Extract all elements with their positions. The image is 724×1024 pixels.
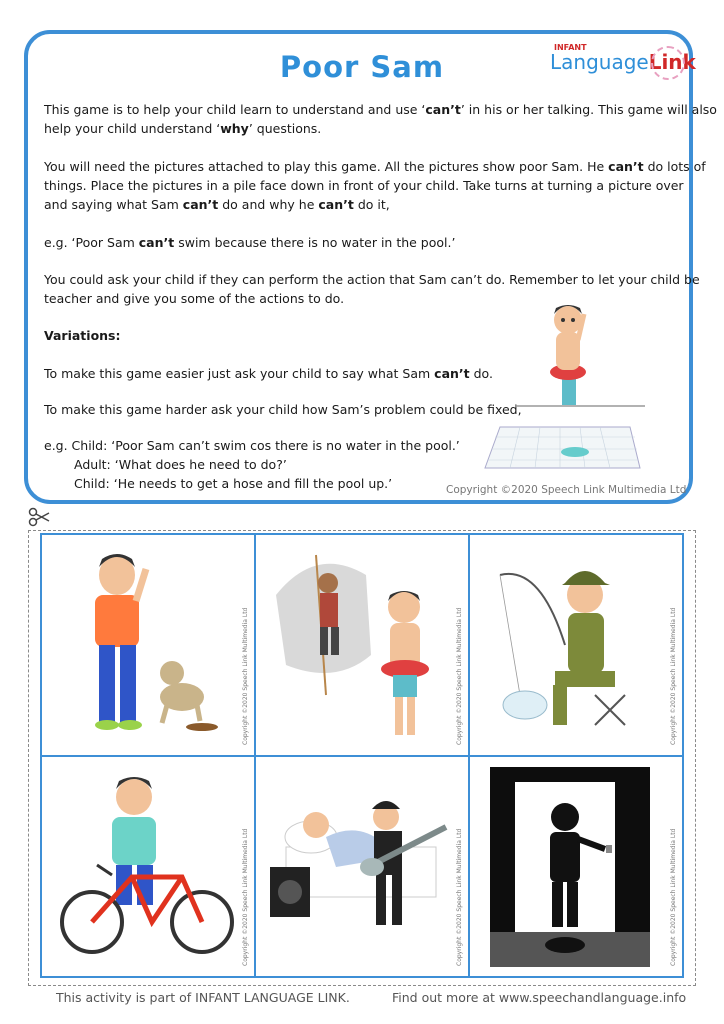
sam-bike-picture <box>42 757 254 976</box>
sam-empty-pool-illustration <box>480 292 650 472</box>
card-copyright: Copyright ©2020 Speech Link Multimedia Ltd <box>456 828 463 966</box>
logo-ring-icon <box>651 46 685 80</box>
card-sam-dark[interactable] <box>470 757 682 976</box>
footer-left: This activity is part of INFANT LANGUAGE LINK. <box>56 990 350 1005</box>
card-sam-dog[interactable] <box>42 535 254 755</box>
page-title: Poor Sam <box>279 50 445 84</box>
card-copyright: Copyright ©2020 Speech Link Multimedia Ltd <box>670 607 677 745</box>
example-line: e.g. ‘Poor Sam can’t swim because there is no water in the pool.’ <box>44 235 456 250</box>
easier-variation: To make this game easier just ask your child to say what Sam can’t do. <box>44 366 493 381</box>
sam-dog-picture <box>42 535 254 755</box>
logo-prefix: INFANT <box>554 43 587 52</box>
card-sam-climbing[interactable] <box>256 535 468 755</box>
sam-fishing-picture <box>470 535 682 755</box>
dialogue-adult: Adult: ‘What does he need to do?’ <box>74 457 287 472</box>
sam-dark-picture <box>470 757 682 976</box>
card-copyright: Copyright ©2020 Speech Link Multimedia Ltd <box>242 607 249 745</box>
card-copyright: Copyright ©2020 Speech Link Multimedia Ltd <box>242 828 249 966</box>
sam-sleep-picture <box>256 757 468 976</box>
tip-paragraph: You could ask your child if they can perform the action that Sam can’t do. Remember to let your child be teacher and give you some of the actions to do. <box>44 272 700 306</box>
harder-variation: To make this game harder ask your child how Sam’s problem could be fixed, <box>44 402 522 417</box>
dialogue-child-2: Child: ‘He needs to get a hose and fill the pool up.’ <box>74 476 393 491</box>
scissors-icon <box>28 506 50 528</box>
card-sam-sleep[interactable] <box>256 757 468 976</box>
picture-card-grid <box>40 533 684 978</box>
card-sam-bike[interactable] <box>42 757 254 976</box>
variations-heading: Variations: <box>44 328 121 343</box>
language-link-logo <box>548 42 696 82</box>
card-sam-fishing[interactable] <box>470 535 682 755</box>
footer-right: Find out more at www.speechandlanguage.info <box>392 990 687 1005</box>
logo-wordmark: LanguageLink <box>550 50 696 74</box>
instructions-paragraph: You will need the pictures attached to play this game. All the pictures show poor Sam. He can’t do lots of things. Place the pictures in a pile face down in front of your child. Take turns at turning a picture over and saying what Sam can’t do and why he can’t do it, <box>44 159 706 212</box>
intro-paragraph: This game is to help your child learn to understand and use ‘can’t’ in his or her talking. This game will also help your child understand ‘why’ questions. <box>44 102 717 136</box>
sam-climbing-picture <box>256 535 468 755</box>
dialogue-child-1: e.g. Child: ‘Poor Sam can’t swim cos there is no water in the pool.’ <box>44 438 460 453</box>
card-copyright: Copyright ©2020 Speech Link Multimedia Ltd <box>456 607 463 745</box>
copyright-notice: Copyright ©2020 Speech Link Multimedia Ltd <box>446 484 687 496</box>
card-copyright: Copyright ©2020 Speech Link Multimedia Ltd <box>670 828 677 966</box>
